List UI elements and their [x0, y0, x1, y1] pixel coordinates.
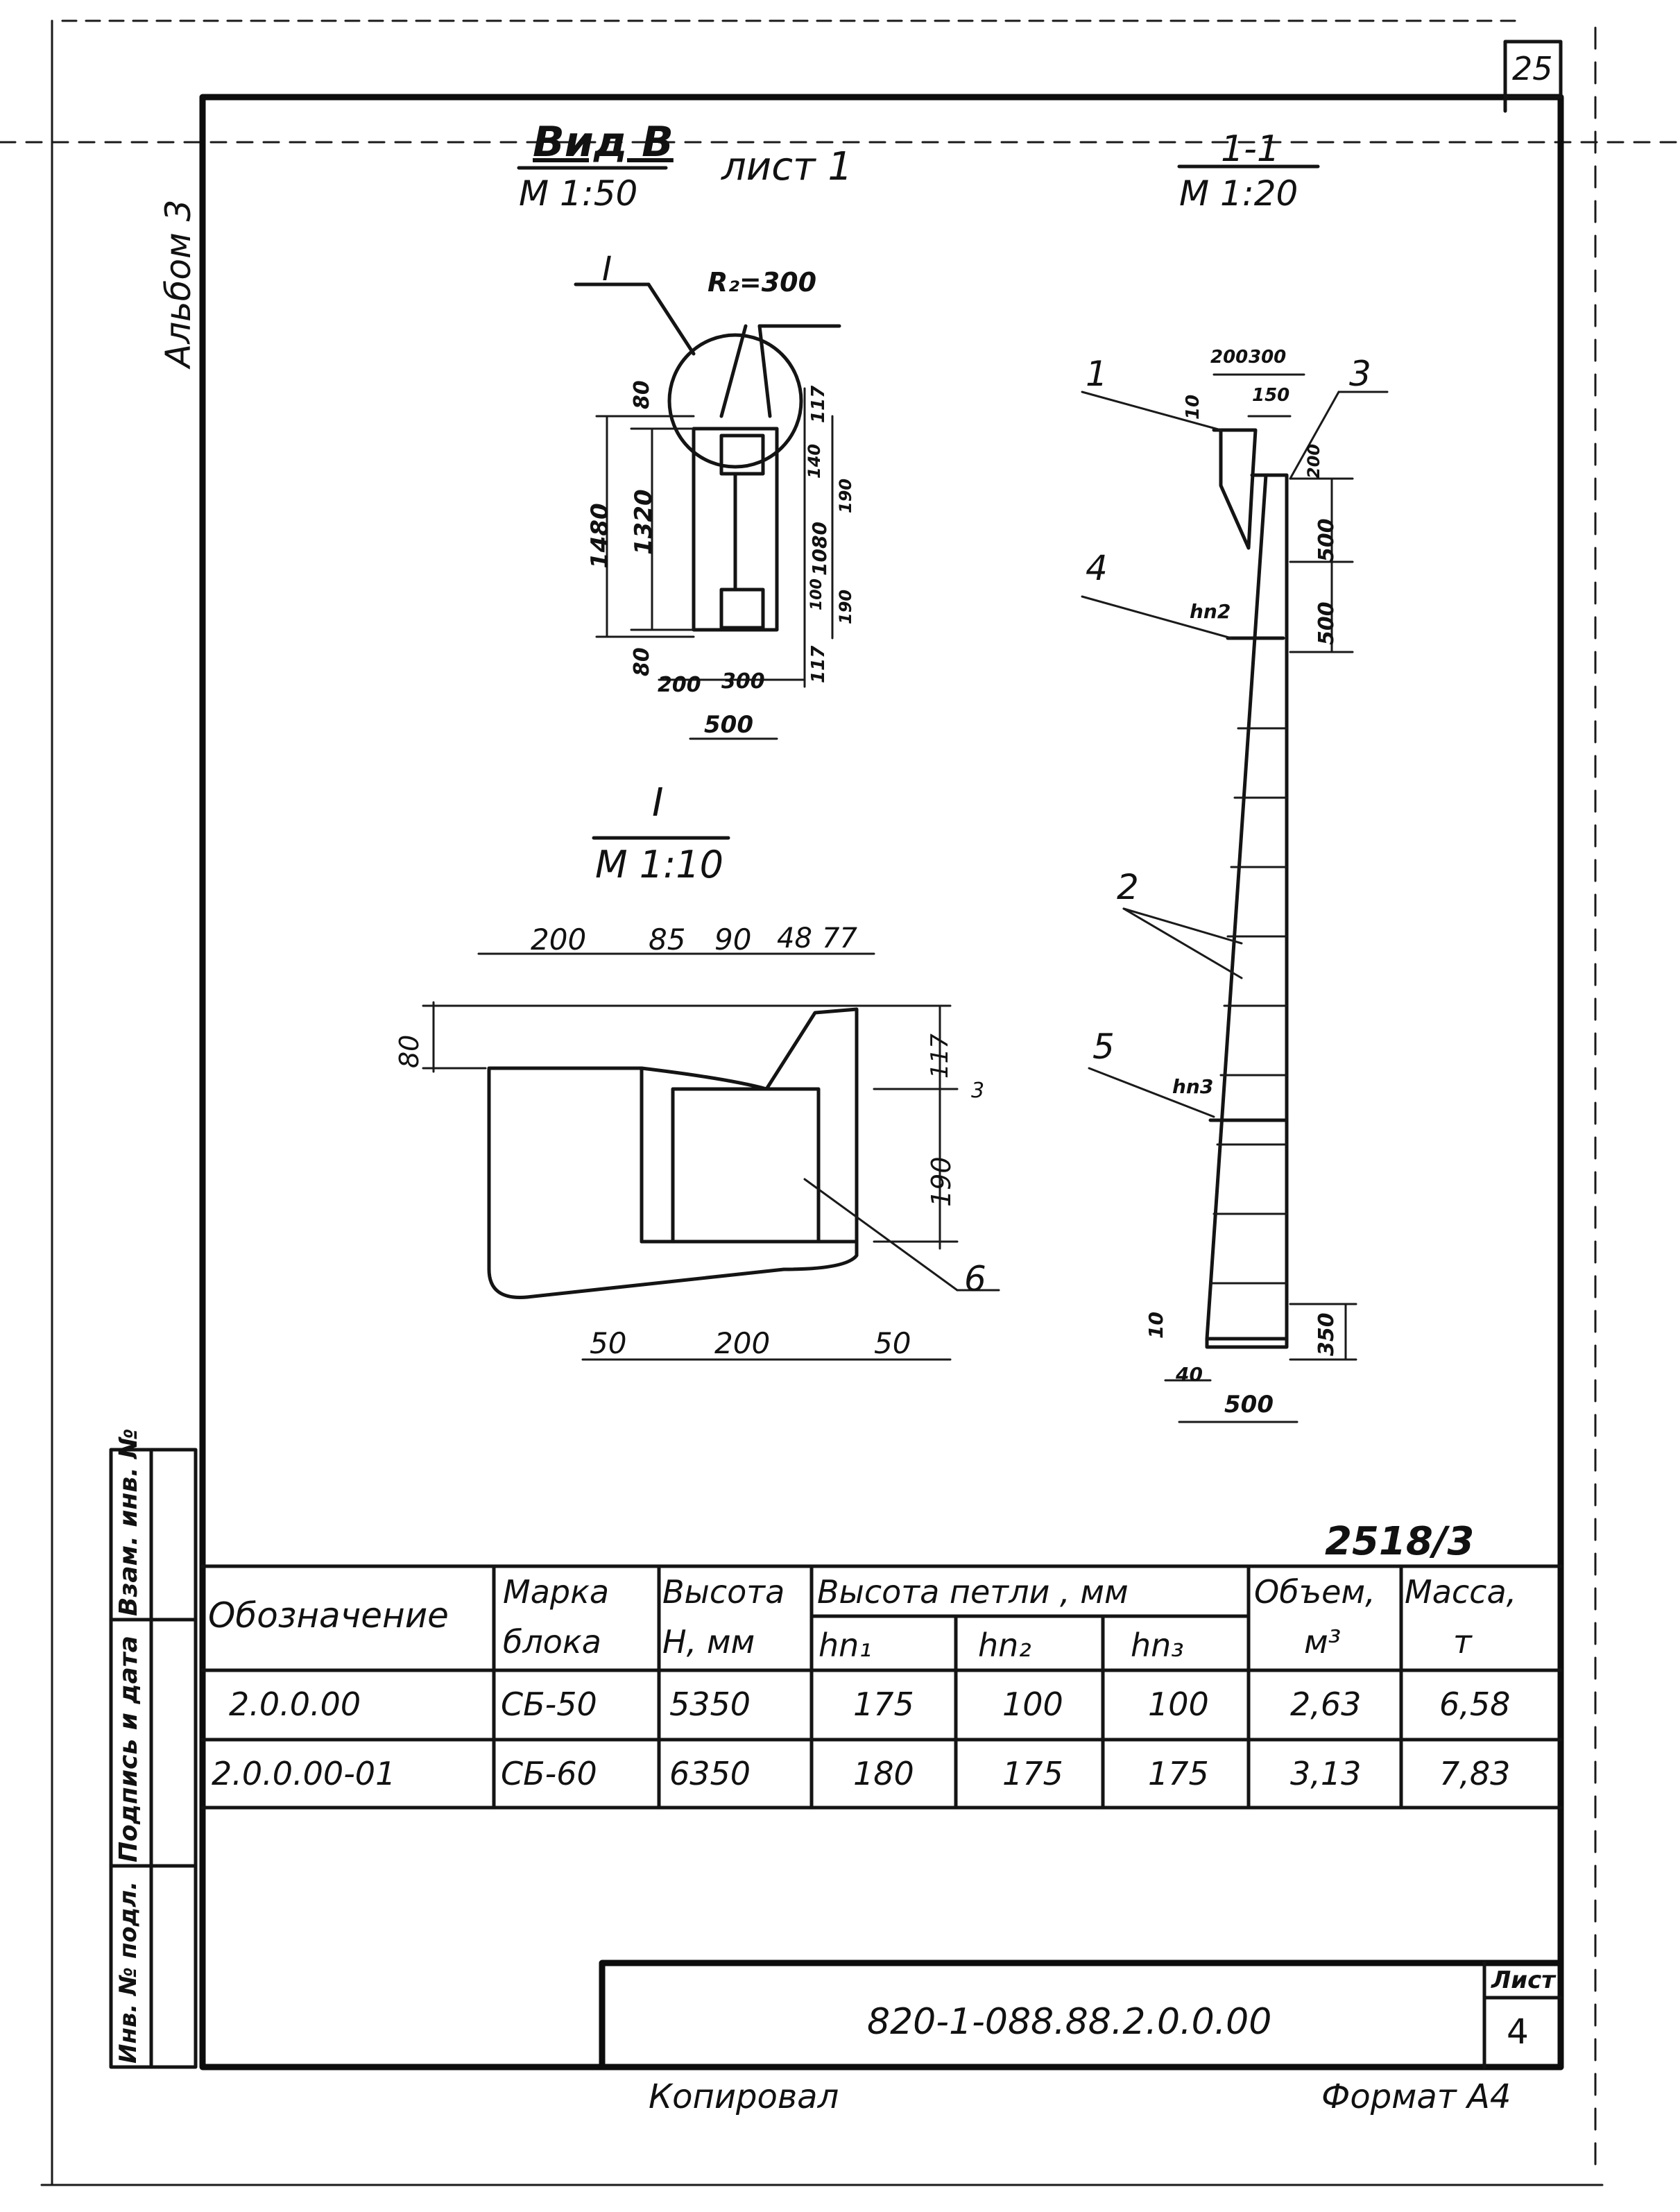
- detail-dim-190: 190: [926, 1156, 957, 1207]
- dim-117-top: 117: [808, 385, 829, 423]
- header-mass-line2: т: [1453, 1623, 1472, 1661]
- detail-i-drawing: [423, 954, 999, 1360]
- sheet-label-box: Лист: [1491, 1966, 1555, 1994]
- row1-height: 5350: [669, 1686, 751, 1723]
- page-number: 25: [1512, 50, 1553, 87]
- radius-label: R₂=300: [708, 267, 817, 298]
- callout-3: 3: [1349, 354, 1371, 394]
- footer-format: Формат А4: [1321, 2077, 1511, 2116]
- sec-dim-10-top: 10: [1183, 394, 1203, 420]
- view-scale: М 1:50: [519, 173, 638, 214]
- sec-dim-150: 150: [1252, 385, 1290, 406]
- sec-dim-10-bottom: 10: [1145, 1312, 1167, 1339]
- row1-designation: 2.0.0.00: [229, 1686, 361, 1723]
- dim-1480: 1480: [586, 503, 614, 569]
- detail-dim-50-right: 50: [874, 1326, 911, 1360]
- side-stamp-original: Инв. № подл.: [114, 1880, 142, 2064]
- sheet-label: лист 1: [721, 144, 853, 189]
- row2-hn3: 175: [1148, 1755, 1209, 1792]
- sec-dim-40: 40: [1176, 1363, 1203, 1386]
- row2-height: 6350: [669, 1755, 751, 1792]
- dim-100: 100: [808, 578, 825, 610]
- callout-4: 4: [1086, 548, 1108, 588]
- dim-500: 500: [704, 711, 753, 739]
- dim-190-b: 190: [836, 589, 855, 624]
- dim-140: 140: [805, 443, 824, 479]
- sec-dim-200-right: 200: [1304, 443, 1323, 479]
- callout-5: 5: [1092, 1027, 1115, 1067]
- sec-dim-300: 300: [1249, 347, 1287, 368]
- header-hn2: hn₂: [978, 1627, 1031, 1664]
- side-stamp-replacement: Взам. инв. №: [114, 1428, 143, 1616]
- row2-volume: 3,13: [1290, 1755, 1362, 1792]
- callout-2: 2: [1117, 867, 1139, 907]
- side-stamp-signature: Подпись и дата: [114, 1636, 143, 1862]
- sec-dim-500-b: 500: [1314, 601, 1339, 645]
- row1-hn1: 175: [853, 1686, 914, 1723]
- detail-dim-117: 117: [926, 1034, 954, 1079]
- view-title: Вид В: [533, 118, 674, 166]
- dim-1320: 1320: [630, 489, 658, 555]
- row1-mark: СБ-50: [501, 1686, 597, 1723]
- dim-1080: 1080: [808, 522, 831, 576]
- dim-300: 300: [721, 669, 765, 694]
- sheet-number: 4: [1507, 2012, 1529, 2052]
- row1-mass: 6,58: [1439, 1686, 1511, 1723]
- section-scale: М 1:20: [1179, 173, 1298, 214]
- header-height-line2: Н, мм: [662, 1623, 755, 1661]
- doc-code: 820-1-088.88.2.0.0.00: [867, 2001, 1272, 2043]
- detail-opening: [673, 1089, 818, 1242]
- dim-117-bottom: 117: [808, 645, 829, 683]
- header-height-line1: Высота: [662, 1573, 785, 1611]
- stamp-code: 2518/3: [1325, 1519, 1475, 1564]
- callout-6: 6: [964, 1259, 986, 1299]
- header-volume-line2: м³: [1304, 1623, 1342, 1661]
- detail-circle: [669, 335, 801, 467]
- detail-dim-85: 85: [649, 923, 686, 957]
- detail-dim-200: 200: [531, 923, 587, 957]
- header-hn1: hn₁: [818, 1627, 872, 1664]
- row1-hn2: 100: [1002, 1686, 1063, 1723]
- row2-hn1: 180: [853, 1755, 914, 1792]
- callout-I: I: [602, 250, 612, 289]
- header-mark-line1: Марка: [503, 1573, 610, 1611]
- sec-dim-500-a: 500: [1314, 518, 1339, 562]
- view-b-drawing: [576, 284, 839, 739]
- footer-copied: Копировал: [649, 2077, 839, 2116]
- header-mark-line2: блока: [503, 1623, 601, 1661]
- row2-mass: 7,83: [1439, 1755, 1511, 1792]
- detail-dim-90: 90: [714, 923, 752, 957]
- section-title: 1-1: [1221, 128, 1280, 170]
- detail-scale: М 1:10: [595, 843, 724, 886]
- sec-dim-200: 200: [1210, 347, 1249, 368]
- album-label: Альбом 3: [158, 199, 198, 368]
- detail-dim-77: 77: [822, 923, 857, 954]
- sec-hn2: hn2: [1190, 600, 1231, 623]
- detail-title: I: [652, 780, 664, 825]
- sec-dim-350: 350: [1314, 1312, 1339, 1356]
- header-mass-line1: Масса,: [1405, 1573, 1517, 1611]
- row2-hn2: 175: [1002, 1755, 1063, 1792]
- row2-designation: 2.0.0.00-01: [212, 1755, 396, 1792]
- header-loop-height: Высота петли , мм: [817, 1573, 1129, 1611]
- dim-80-top: 80: [630, 380, 654, 409]
- dim-190-a: 190: [836, 478, 855, 513]
- top-bracket: [1214, 430, 1255, 548]
- row1-volume: 2,63: [1290, 1686, 1362, 1723]
- detail-dim-3: 3: [971, 1079, 985, 1103]
- callout-1: 1: [1086, 354, 1108, 394]
- row1-hn3: 100: [1148, 1686, 1209, 1723]
- detail-dim-80: 80: [394, 1034, 425, 1068]
- sec-dim-500-bottom: 500: [1224, 1391, 1274, 1418]
- dim-80-bottom: 80: [630, 647, 654, 676]
- header-designation: Обозначение: [208, 1595, 449, 1636]
- detail-dim-50-left: 50: [590, 1326, 627, 1360]
- detail-dim-200-bottom: 200: [714, 1326, 771, 1360]
- header-volume-line1: Объем,: [1254, 1573, 1375, 1611]
- detail-dim-48: 48: [777, 923, 812, 954]
- row2-mark: СБ-60: [501, 1755, 597, 1792]
- sec-hn3: hn3: [1172, 1075, 1214, 1098]
- dim-200: 200: [658, 673, 701, 697]
- header-hn3: hn₃: [1131, 1627, 1184, 1664]
